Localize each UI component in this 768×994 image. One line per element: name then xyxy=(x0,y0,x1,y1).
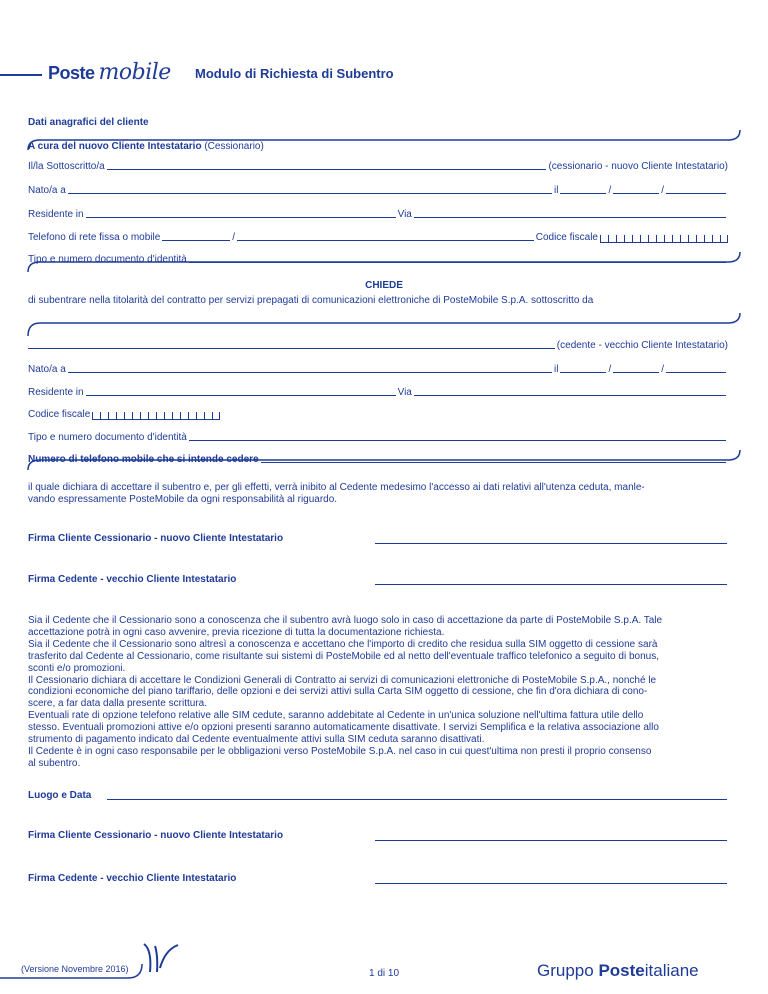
label-nato1: Nato/a a xyxy=(28,185,66,196)
label-cf1: Codice fiscale xyxy=(535,232,598,243)
logo-poste: Poste xyxy=(48,63,95,83)
label-via1: Via xyxy=(397,209,412,220)
label-sottoscritto: Il/la Sottoscritto/a xyxy=(28,161,105,172)
label-il2: il xyxy=(553,364,559,375)
page-title: Modulo di Richiesta di Subentro xyxy=(195,66,394,81)
slash: / xyxy=(608,185,612,196)
label-firma-cedente-2: Firma Cedente - vecchio Cliente Intestatario xyxy=(28,873,237,884)
label-luogo-data: Luogo e Data xyxy=(28,790,92,801)
label-telefono: Telefono di rete fissa o mobile xyxy=(28,232,161,243)
terms-line: sconti e/o promozioni. xyxy=(28,662,126,674)
label-documento2: Tipo e numero documento d'identità xyxy=(28,432,187,443)
terms-line: Eventuali rate di opzione telefono relative alle SIM cedute, saranno addebitate al Cedente in un'unica soluzione nell'ultima fattura utile dello xyxy=(28,710,644,722)
label-firma-cessionario-2: Firma Cliente Cessionario - nuovo Cliente Intestatario xyxy=(28,830,284,841)
page-number: 1 di 10 xyxy=(369,968,400,979)
label-numero: Numero di telefono mobile che si intende cedere xyxy=(28,454,259,465)
label-cessionario-note: (cessionario - nuovo Cliente Intestatario) xyxy=(548,161,728,172)
terms-line: al subentro. xyxy=(28,757,81,769)
label-firma-cedente-1: Firma Cedente - vecchio Cliente Intestatario xyxy=(28,574,237,585)
label-cedente-note: (cedente - vecchio Cliente Intestatario) xyxy=(556,340,728,351)
logo-gruppo: Gruppo xyxy=(537,961,594,980)
logo-poste-footer: Poste xyxy=(598,961,645,980)
dichiara-line: vando espressamente PosteMobile da ogni responsabilità al riguardo. xyxy=(28,494,338,505)
slash: / xyxy=(661,185,664,196)
terms-line: Il Cedente è in ogni caso responsabile per le obbligazioni verso PosteMobile S.p.A. nel caso in cui quest'ultima non presti il proprio consenso xyxy=(28,745,652,757)
label-il1: il xyxy=(553,185,559,196)
terms-line: scere, a far data dalla presente scrittura. xyxy=(28,698,207,710)
chiede-heading: CHIEDE xyxy=(365,280,403,291)
label-nato2: Nato/a a xyxy=(28,364,66,375)
section-anagrafici: Dati anagrafici del cliente xyxy=(28,117,149,128)
terms-line: accettazione potrà in ogni caso avvenire, previa ricezione di tutta la documentazione richiesta. xyxy=(28,626,445,638)
nuovo-title: A cura del nuovo Cliente Intestatario xyxy=(28,141,202,152)
chiede-text: di subentrare nella titolarità del contratto per servizi prepagati di comunicazioni elettroniche di PosteMobile S.p.A. sottoscritto da xyxy=(28,295,594,306)
terms-line: strumento di pagamento indicato dal Cedente eventualmente attivi sulla SIM ceduta saranno disattivati. xyxy=(28,734,485,746)
logo-mobile: mobile xyxy=(98,60,171,85)
label-firma-cessionario-1: Firma Cliente Cessionario - nuovo Cliente Intestatario xyxy=(28,533,284,544)
terms-line: Sia il Cedente che il Cessionario sono altresì a conoscenza e accettano che l'importo di credito che residua sulla SIM oggetto di cessione sarà xyxy=(28,638,658,650)
dichiara-line: il quale dichiara di accettare il subentro e, per gli effetti, verrà inibito al Cedente medesimo l'accesso ai dati relativi all'utenza ceduta, manle- xyxy=(28,482,645,493)
nuovo-sub: (Cessionario) xyxy=(204,141,264,152)
terms-line: Il Cessionario dichiara di accettare le Condizioni Generali di Contratto ai servizi di comunicazioni elettroniche di PosteMobile S.p.A., nonché le xyxy=(28,674,657,686)
terms-line: condizioni economiche del piano tariffario, delle opzioni e dei servizi attivi sulla Carta SIM oggetto di cessione, che fin d'ora dichiara di cono- xyxy=(28,686,648,698)
terms-line: stesso. Eventuali promozioni attive e/o opzioni presenti saranno automaticamente disattivate. I servizi Semplifica e la relativa associazione allo xyxy=(28,722,659,734)
slash: / xyxy=(232,232,236,243)
label-cf2: Codice fiscale xyxy=(28,409,91,420)
label-residente1: Residente in xyxy=(28,209,84,220)
slash: / xyxy=(608,364,612,375)
terms-line: trasferito dal Cedente al Cessionario, come risultante sui sistemi di PosteMobile ed al netto dell'eventuale traffico telefonico a seguito di bonus, xyxy=(28,650,659,662)
label-via2: Via xyxy=(397,387,412,398)
slash: / xyxy=(661,364,664,375)
logo-italiane: italiane xyxy=(644,961,699,980)
label-residente2: Residente in xyxy=(28,387,84,398)
label-documento1: Tipo e numero documento d'identità xyxy=(28,254,187,265)
gruppo-poste-logo xyxy=(537,961,699,981)
footer-version: (Versione Novembre 2016) xyxy=(21,964,129,974)
terms-line: Sia il Cedente che il Cessionario sono a conoscenza che il subentro avrà luogo solo in caso di accettazione da parte di PosteMobile S.p.A. Tale xyxy=(28,615,663,626)
